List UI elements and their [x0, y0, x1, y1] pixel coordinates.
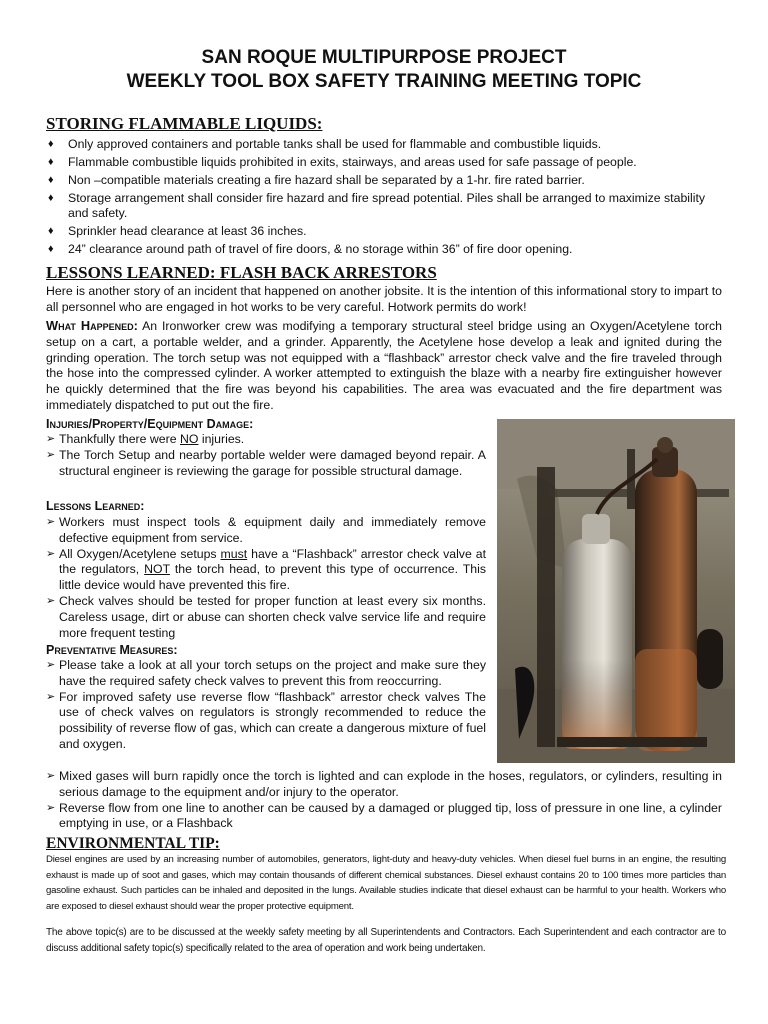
photo-illustration: [497, 419, 735, 763]
list-item: ➢ For improved safety use reverse flow “flashback” arrestor check valves The use of check valves on regulators is strongly recommended to reduce the possibility of reverse flow of gas, which can create a dangerous mixture of fuel and oxygen.: [46, 689, 486, 751]
arrow-bullet-icon: ➢: [46, 448, 56, 461]
diamond-bullet-icon: ♦: [48, 192, 54, 204]
what-happened-text: An Ironworker crew was modifying a temporary structural steel bridge using an Oxygen/Acetylene torch setup on a cart, a portable welder, and a grinder. Apparently, the Acetylene hose develop a leak and ignited during the grinding operation. The torch setup was not equipped with a “flashback” arrestor check valve and the fire traveled through the hose into the compressed cylinder. A worker attempted to extinguish the blaze with a nearby fire extinguisher however he quickly determined that the fire was beyond his capabilities. The area was evacuated and the fire department was immediately dispatched to put out the fire.: [46, 319, 722, 412]
injuries-list: [46, 432, 486, 479]
diamond-bullet-icon: ♦: [48, 156, 54, 168]
arrow-bullet-icon: ➢: [46, 770, 56, 782]
environmental-text: Diesel engines are used by an increasing number of automobiles, generators, light-duty and heavy-duty vehicles. When diesel fuel burns in an engine, the resulting exhaust is made up of soot and gases, which may contain thousands of different chemical substances. Diesel exhaust contains 20 to 100 times more particles than gasoline exhaust. Such particles can be inhaled and deposited in the lungs. Available studies indicate that diesel exhaust can be harmful to your health. Workers who are exposed to diesel exhaust should wear the proper protective equipment.: [46, 854, 726, 912]
storing-heading: STORING FLAMMABLE LIQUIDS:: [46, 114, 323, 133]
storing-list: [46, 137, 726, 260]
preventative-heading: Preventative Measures:: [46, 643, 178, 657]
burned-cylinder-cart-photo: [497, 419, 735, 763]
list-item: ♦ Flammable combustible liquids prohibited in exits, stairways, and areas used for safe passage of people.: [48, 155, 637, 169]
diamond-bullet-icon: ♦: [48, 174, 54, 186]
diamond-bullet-icon: ♦: [48, 138, 54, 150]
arrow-bullet-icon: ➢: [46, 594, 56, 607]
lessons-heading: LESSONS LEARNED: FLASH BACK ARRESTORS: [46, 263, 437, 282]
injuries-heading: Injuries/Property/Equipment Damage:: [46, 417, 254, 431]
list-item: ➢ Check valves should be tested for proper function at least every six months. Careless usage, dirt or abuse can shorten check valve service life and require more frequent testing: [46, 593, 486, 640]
preventative-list-narrow: [46, 658, 486, 753]
list-item: ➢ Workers must inspect tools & equipment daily and immediately remove defective equipment from service.: [46, 515, 486, 545]
meeting-topic-title: WEEKLY TOOL BOX SAFETY TRAINING MEETING TOPIC: [126, 71, 642, 92]
arrow-bullet-icon: ➢: [46, 547, 56, 560]
footer-note: The above topic(s) are to be discussed at the weekly safety meeting by all Superintendents and Contractors. Each Superintendent and each contractor are to discuss additional safety topic(s) specifically related to the area of operation and work being undertaken.: [46, 927, 726, 954]
list-item: ➢ Please take a look at all your torch setups on the project and make sure they have the required safety check valves to prevent this from reoccurring.: [46, 658, 486, 688]
arrow-bullet-icon: ➢: [46, 690, 56, 703]
lessons-learned-list: [46, 515, 486, 641]
list-item: ➢ Reverse flow from one line to another can be caused by a damaged or plugged tip, loss of pressure in one line, a cylinder emptying in use, or a Flashback: [46, 800, 722, 831]
arrow-bullet-icon: ➢: [46, 433, 56, 445]
list-item: ♦ Non –compatible materials creating a fire hazard shall be separated by a 1-hr. fire rated barrier.: [48, 173, 585, 187]
arrow-bullet-icon: ➢: [46, 516, 56, 528]
what-happened-paragraph: [46, 318, 722, 414]
preventative-list-wide: [46, 769, 722, 832]
project-title: SAN ROQUE MULTIPURPOSE PROJECT: [201, 47, 567, 68]
list-item: ➢ All Oxygen/Acetylene setups must have a “Flashback” arrestor check valve at the regulators, NOT the torch head, to prevent this type of occurrence. This little device would have prevented this fire.: [46, 546, 486, 593]
lessons-intro: Here is another story of an incident that happened on another jobsite. It is the intention of this informational story to impart to all personnel who are engaged in hot works to be very careful. Hotwork permits do work!: [46, 284, 722, 314]
what-happened-label: What Happened:: [46, 318, 138, 333]
list-item: ♦ Storage arrangement shall consider fire hazard and fire spread potential. Piles shall be arranged to maximize stability and safety.: [48, 191, 706, 220]
list-item: ♦ Sprinkler head clearance at least 36 inches.: [48, 224, 307, 238]
lessons-learned-heading: Lessons Learned:: [46, 499, 145, 513]
list-item: ♦ Only approved containers and portable tanks shall be used for flammable and combustible liquids.: [48, 137, 602, 151]
list-item: ➢ Thankfully there were NO injuries.: [46, 432, 245, 446]
arrow-bullet-icon: ➢: [46, 801, 56, 814]
list-item: ♦ 24” clearance around path of travel of fire doors, & no storage within 36” of fire door opening.: [48, 242, 573, 256]
list-item: ➢ The Torch Setup and nearby portable welder were damaged beyond repair. A structural engineer is reviewing the garage for possible structural damage.: [46, 447, 486, 478]
diamond-bullet-icon: ♦: [48, 225, 54, 237]
environmental-heading: ENVIRONMENTAL TIP:: [46, 835, 220, 852]
diamond-bullet-icon: ♦: [48, 243, 54, 255]
arrow-bullet-icon: ➢: [46, 659, 56, 671]
list-item: ➢ Mixed gases will burn rapidly once the torch is lighted and can explode in the hoses, regulators, or cylinders, resulting in serious damage to the equipment and/or injury to the operator.: [46, 769, 722, 799]
